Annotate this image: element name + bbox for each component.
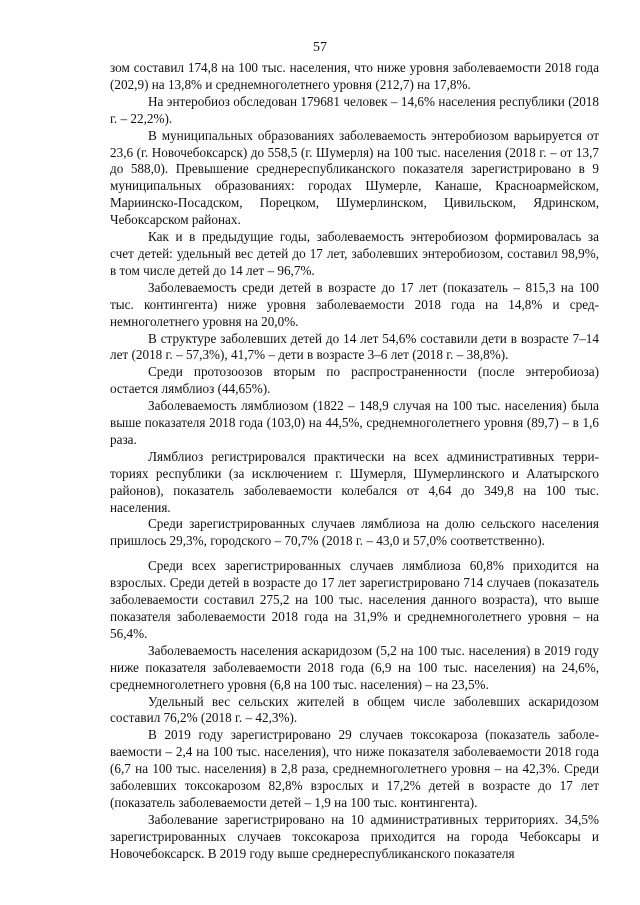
body-text (110, 60, 599, 863)
paragraph-children-share: Как и в предыдущие годы, заболеваемость энтеробиозом формировалась за счет детей: удельный вес детей до 17 лет, заболевших энтеробиозом, составил 98,9%, в том числе детей до 14 лет – 96,7%. (110, 229, 599, 278)
paragraph-giardiasis-incidence: Заболеваемость лямблиозом (1822 – 148,9 случая на 100 тыс. населения) была выше показателя 2018 года (103,0) на 44,5%, среднемноголетнего уровня (89,7) – в 1,6 раза. (110, 398, 599, 447)
paragraph-municipal-variation: В муниципальных образованиях заболеваемость энтеробиозом варьируется от 23,6 (г. Новочебоксарск) до 558,5 (г. Шумерля) на 100 тыс. населения (2018 г. – от 13,7 до 588,0). Превышение среднереспубликанского показателя зарегистрировано в 9 муниципальных образованиях: городах Шумерле, Канаше, Красноармейском, Мариинско-Посадском, Порецком, Шумерлинском, Цивильском, Ядринском, Чебоксарском районах. (110, 127, 599, 228)
paragraph-enterobiasis-incidence-continued: зом составил 174,8 на 100 тыс. населения, что ниже уровня заболеваемости 2018 года (202,9) на 13,8% и среднемноголетнего уровня (212,7) на 17,8%. (110, 60, 599, 92)
page-number: 57 (313, 40, 327, 55)
paragraph-giardiasis-rank: Среди протозоозов вторым по распространенности (после энтеробиоза) остается лямблиоз (44,65%). (110, 364, 599, 397)
paragraph-toxocariasis-cases: В 2019 году зарегистрировано 29 случаев токсокароза (показатель заболеваемости – 2,4 на 100 тыс. населения), что ниже показателя заболеваемости 2018 года (6,7 на 100 тыс. населения) в 2,8 раза, среднемноголетнего уровня – на 42,3%. Среди заболевших токсокарозом 82,8% взрослых и 17,2% детей в возрасте до 17 лет (показатель заболеваемости детей – 1,9 на 100 тыс. контингента). (110, 727, 599, 810)
paragraph-giardiasis-territories: Лямблиоз регистрировался практически на всех административных территориях республики (за исключением г. Шумерля, Шумерлинского и Алатырского районов), показатель заболеваемости колебался от 4,64 до 349,8 на 100 тыс. населения. (110, 448, 599, 515)
paragraph-ascariasis-rural: Удельный вес сельских жителей в общем числе заболевших аскаридозом составил 76,2% (2018 г. – 42,3%). (110, 693, 599, 726)
paragraph-age-structure: В структуре заболевших детей до 14 лет 54,6% составили дети в возрасте 7–14 лет (2018 г. – 57,3%), 41,7% – дети в возрасте 3–6 лет (2018 г. – 38,8%). (110, 330, 599, 363)
paragraph-enterobiasis-screening: На энтеробиоз обследован 179681 человек – 14,6% населения республики (2018 г. – 22,2%). (110, 93, 599, 126)
paragraph-children-incidence: Заболеваемость среди детей в возрасте до 17 лет (показатель – 815,3 на 100 тыс. контингента) ниже уровня заболеваемости 2018 года на 14,8% и среднемноголетнего уровня на 20,0%. (110, 279, 599, 329)
paragraph-toxocariasis-territories: Заболевание зарегистрировано на 10 административных территориях. 34,5% зарегистрированных случаев токсокароза приходится на города Чебоксары и Новочебоксарск. В 2019 году выше среднереспубликанского показателя (110, 811, 599, 861)
paragraph-giardiasis-adults-children: Среди всех зарегистрированных случаев лямблиоза 60,8% приходится на взрослых. Среди детей в возрасте до 17 лет зарегистрировано 714 случаев (показатель заболеваемости составил 275,2 на 100 тыс. населения данного возраста), что выше показателя заболеваемости 2018 года на 31,9% и среднемноголетнего уровня – на 56,4%. (110, 558, 599, 641)
paragraph-giardiasis-rural-urban: Среди зарегистрированных случаев лямблиоза на долю сельского населения пришлось 29,3%, городского – 70,7% (2018 г. – 43,0 и 57,0% соответственно). (110, 516, 599, 549)
paragraph-ascariasis-incidence: Заболеваемость населения аскаридозом (5,2 на 100 тыс. населения) в 2019 году ниже показателя заболеваемости 2018 года (6,9 на 100 тыс. населения) на 24,6%, среднемноголетнего уровня (6,8 на 100 тыс. населения) – на 23,5%. (110, 642, 599, 692)
